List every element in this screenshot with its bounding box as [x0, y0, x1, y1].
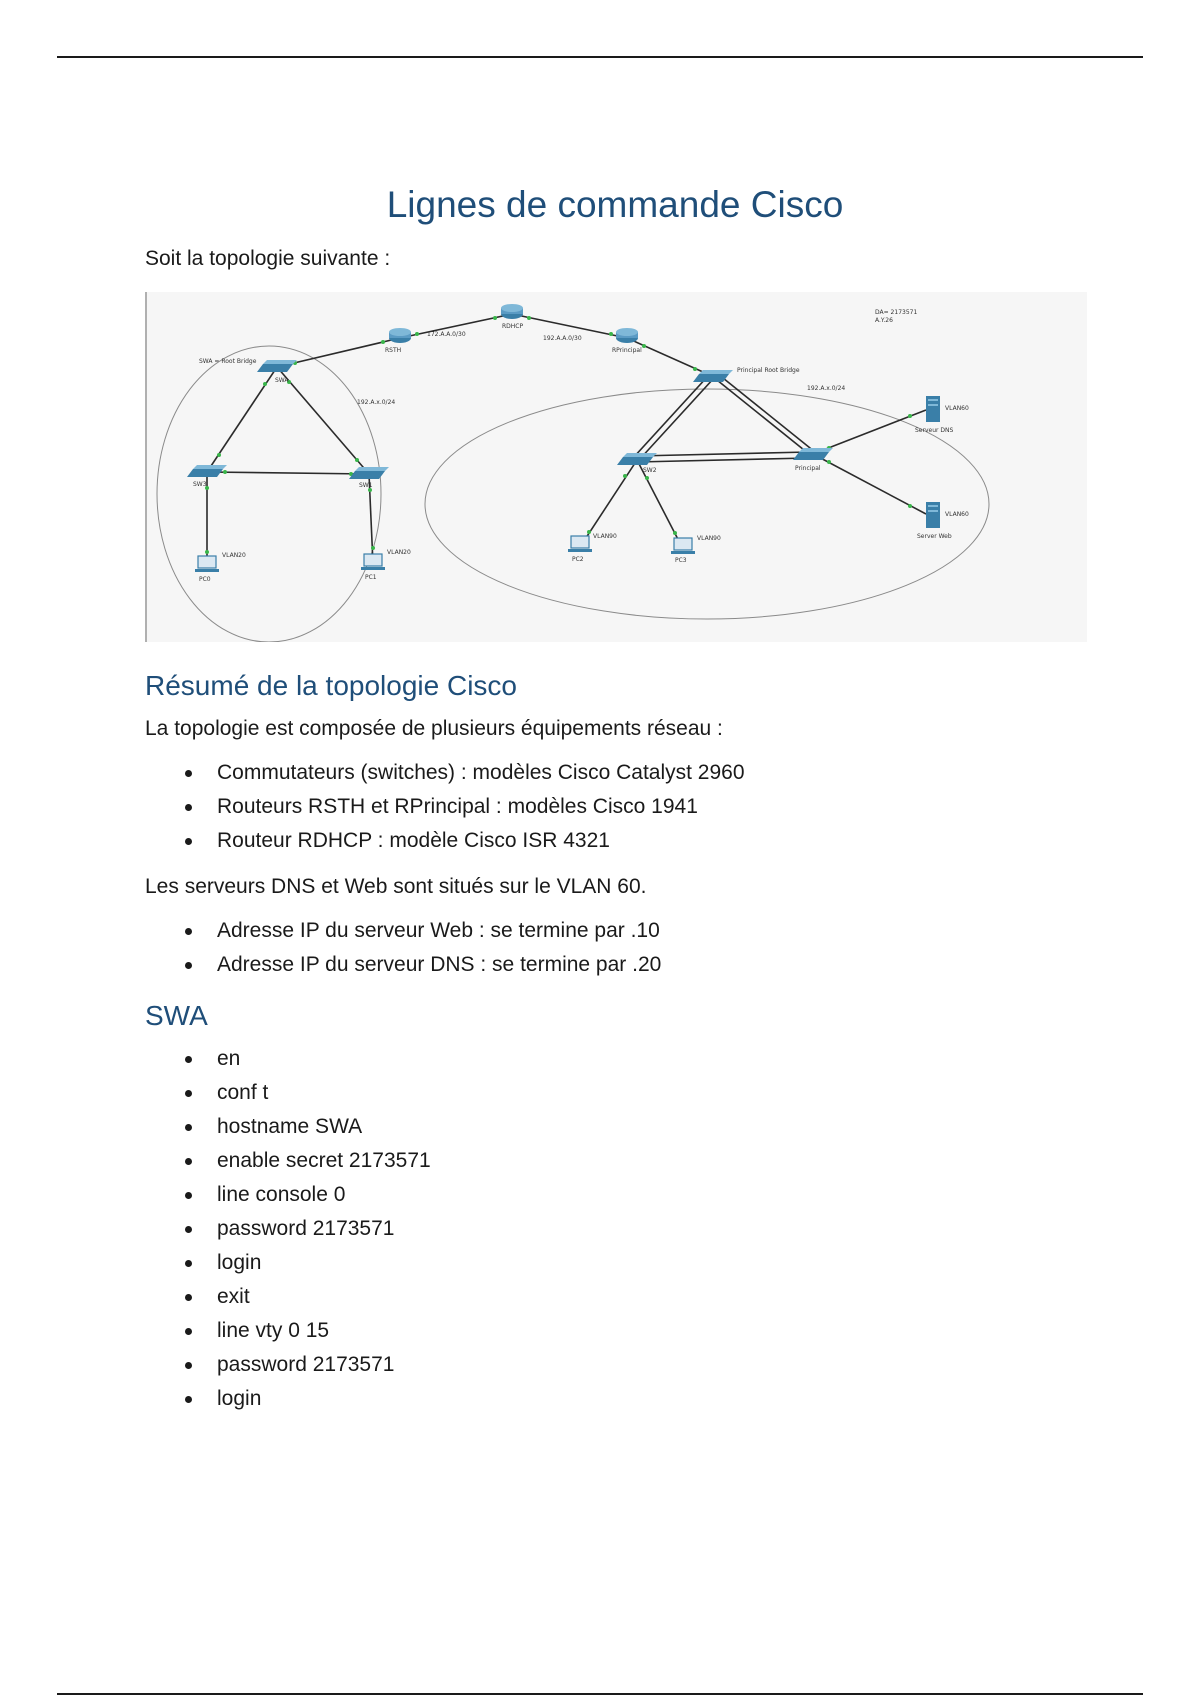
label-swa: SWA	[275, 377, 289, 384]
note-net-rsth-rdhcp: 172.A.A.0/30	[427, 331, 466, 338]
note-root-right: Principal Root Bridge	[737, 367, 800, 374]
pc1-icon	[361, 554, 385, 570]
command-item: password 2173571	[145, 1212, 1085, 1246]
top-rule	[57, 56, 1143, 58]
pc2-icon	[568, 536, 592, 552]
link-root-principal-b	[718, 374, 815, 452]
link-status-dots	[205, 316, 912, 554]
command-item: line vty 0 15	[145, 1314, 1085, 1348]
command-item: line console 0	[145, 1178, 1085, 1212]
label-rsth: RSTH	[385, 347, 402, 354]
link-sw2-principal-a	[637, 452, 809, 456]
command-item: en	[145, 1042, 1085, 1076]
vlan-pc0: VLAN20	[222, 552, 246, 559]
vlan-dns: VLAN60	[945, 405, 969, 412]
note-net-right: 192.A.x.0/24	[807, 385, 846, 392]
switch-sw2-icon	[617, 453, 657, 465]
router-rsth-icon	[389, 328, 411, 343]
command-item: login	[145, 1382, 1085, 1416]
label-rdhcp: RDHCP	[502, 323, 524, 330]
command-item: exit	[145, 1280, 1085, 1314]
router-rprincipal-icon	[616, 328, 638, 343]
right-area-ellipse	[425, 389, 989, 619]
command-item: hostname SWA	[145, 1110, 1085, 1144]
vlan-pc1: VLAN20	[387, 549, 411, 556]
command-item: enable secret 2173571	[145, 1144, 1085, 1178]
label-rprincipal: RPrincipal	[612, 347, 642, 354]
switch-sw3-icon	[187, 465, 227, 477]
switch-principal-icon	[793, 448, 833, 460]
vlan-pc3: VLAN90	[697, 535, 721, 542]
label-sw1: SW1	[359, 482, 373, 489]
corner-note-line-2: A.Y.26	[875, 317, 893, 324]
label-pc2: PC2	[572, 556, 584, 563]
page-title: Lignes de commande Cisco	[386, 184, 844, 225]
switch-root-icon	[693, 370, 733, 382]
label-web-server: Server Web	[917, 533, 952, 540]
summary-intro: La topologie est composée de plusieurs équipements réseau :	[145, 717, 723, 740]
pc0-icon	[195, 556, 219, 572]
link-sw3-sw1	[207, 472, 369, 474]
note-root-left: SWA = Root Bridge	[199, 358, 257, 365]
label-pc3: PC3	[675, 557, 687, 564]
server-web-icon	[926, 502, 940, 528]
equipment-item: Routeur RDHCP : modèle Cisco ISR 4321	[145, 824, 1085, 858]
links	[207, 314, 926, 568]
link-sw2-principal-b	[637, 458, 809, 462]
router-rdhcp-icon	[501, 304, 523, 319]
label-sw2: SW2	[643, 467, 657, 474]
corner-note-line-1: DA= 2173571	[875, 309, 918, 316]
topology-figure	[145, 292, 1087, 642]
topology-diagram	[147, 292, 1085, 642]
equipment-item: Routeurs RSTH et RPrincipal : modèles Cisco 1941	[145, 790, 1085, 824]
label-principal: Principal	[795, 465, 821, 472]
server-ip-list	[145, 914, 1085, 982]
link-root-sw2-a	[633, 376, 708, 458]
pc3-icon	[671, 538, 695, 554]
vlan-web: VLAN60	[945, 511, 969, 518]
equipment-item: Commutateurs (switches) : modèles Cisco Catalyst 2960	[145, 756, 1085, 790]
servers-text: Les serveurs DNS et Web sont situés sur le VLAN 60.	[145, 875, 647, 898]
summary-heading: Résumé de la topologie Cisco	[145, 670, 517, 701]
vlan-pc2: VLAN90	[593, 533, 617, 540]
left-area-ellipse	[157, 346, 381, 642]
server-dns-icon	[926, 396, 940, 422]
link-root-sw2-b	[639, 378, 714, 460]
command-item: login	[145, 1246, 1085, 1280]
link-root-principal-a	[712, 376, 809, 454]
switch-sw1-icon	[349, 467, 389, 479]
server-ip-item: Adresse IP du serveur Web : se termine par .10	[145, 914, 1085, 948]
server-ip-item: Adresse IP du serveur DNS : se termine par .20	[145, 948, 1085, 982]
swa-heading: SWA	[145, 1000, 208, 1031]
swa-command-list	[145, 1042, 1085, 1416]
note-net-left: 192.A.x.0/24	[357, 399, 396, 406]
link-rprincipal-principal-root	[627, 338, 712, 376]
bottom-rule	[57, 1693, 1143, 1695]
label-pc1: PC1	[365, 574, 377, 581]
command-item: conf t	[145, 1076, 1085, 1110]
label-sw3: SW3	[193, 481, 207, 488]
command-item: password 2173571	[145, 1348, 1085, 1382]
equipment-list	[145, 756, 1085, 858]
label-dns-server: Serveur DNS	[915, 427, 954, 434]
document-body	[145, 180, 1085, 1416]
switch-swa-icon	[257, 360, 297, 372]
topology-intro: Soit la topologie suivante :	[145, 247, 391, 270]
link-swa-sw1	[277, 367, 369, 474]
note-net-rdhcp-rprincipal: 192.A.A.0/30	[543, 335, 582, 342]
label-pc0: PC0	[199, 576, 211, 583]
